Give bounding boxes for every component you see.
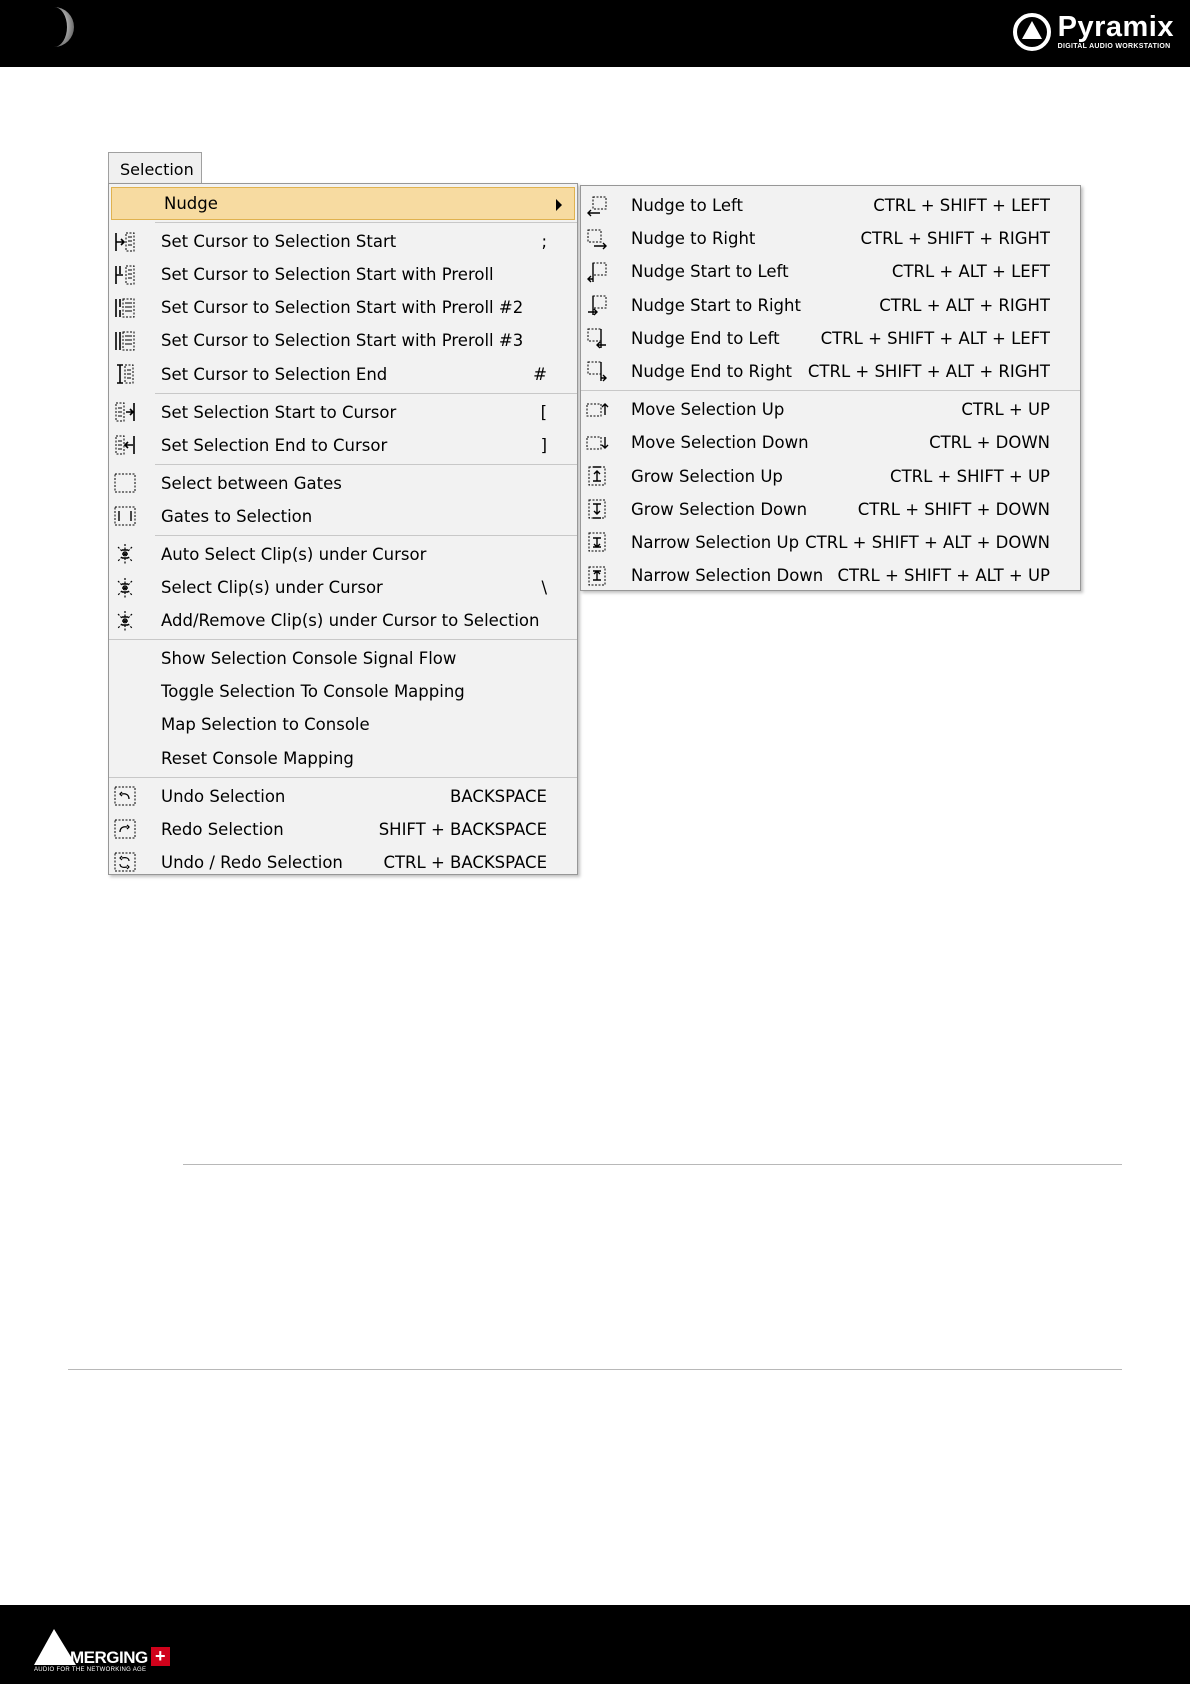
submenu-item-nudge-end-to-left[interactable] [581,322,1080,355]
menu-item-label: Undo / Redo Selection [161,852,343,872]
menu-item-select-clip[interactable] [109,571,577,604]
submenu-item-move-selection-up[interactable] [581,393,1080,426]
menu-item-label: Auto Select Clip(s) under Cursor [161,544,427,564]
nudge-left-icon [584,193,610,218]
submenu-item-shortcut: CTRL + SHIFT + LEFT [873,196,1050,216]
menu-item-label: Redo Selection [161,819,284,839]
submenu-item-label: Nudge End to Right [631,362,793,382]
select-gates-icon [112,471,138,496]
submenu-item-narrow-selection-down[interactable] [581,559,1080,592]
menu-item-shortcut: [ [540,402,547,422]
merging-plus-icon: + [151,1647,170,1666]
pyramix-logo [1012,12,1174,54]
submenu-item-label: Move Selection Down [631,433,809,453]
submenu-item-label: Nudge to Left [631,196,743,216]
nudge-end-left-icon [584,326,610,351]
submenu-item-grow-selection-up[interactable] [581,460,1080,493]
divider-rule [183,1164,1122,1165]
submenu-item-shortcut: CTRL + SHIFT + ALT + RIGHT [807,362,1050,382]
menu-item-label: Map Selection to Console [161,715,370,735]
submenu-item-shortcut: CTRL + SHIFT + DOWN [857,499,1050,519]
menu-item-label: Set Cursor to Selection Start [161,232,397,252]
menu-item-label: Set Selection Start to Cursor [161,402,397,422]
move-selection-up-icon [584,397,610,422]
merging-brand-name: MERGING [70,1648,148,1667]
submenu-arrow-icon [556,199,562,211]
submenu-item-move-selection-down[interactable] [581,426,1080,459]
menu-item-label: Set Cursor to Selection End [161,364,388,384]
cursor-to-start-preroll-3-icon [112,328,138,353]
menu-item-set-selection-end-to-cursor[interactable] [109,429,577,462]
submenu-item-label: Nudge End to Left [631,328,780,348]
nudge-end-right-icon [584,359,610,384]
menu-item-label: Set Cursor to Selection Start with Preroll #3 [161,331,524,351]
menu-item-set-cursor-to-selection-start[interactable] [109,225,577,258]
submenu-separator [581,390,1080,391]
grow-selection-down-icon [584,497,610,522]
submenu-item-shortcut: CTRL + SHIFT + ALT + DOWN [805,532,1050,552]
menu-item-label: Set Selection End to Cursor [161,435,388,455]
menu-item-label: Select Clip(s) under Cursor [161,578,383,598]
menu-item-label: Reset Console Mapping [161,748,354,768]
narrow-selection-up-icon [584,530,610,555]
divider-rule [68,1369,1122,1370]
nudge-start-right-icon [584,293,610,318]
brand-name: Pyramix [1057,11,1174,43]
menu-item-redo-selection[interactable] [109,813,577,846]
menu-item-undo-redo-selection[interactable] [109,846,577,879]
auto-select-clip-icon [112,542,138,567]
menu-item-set-cursor-to-selection-end[interactable] [109,357,577,390]
submenu-item-nudge-end-to-right[interactable] [581,355,1080,388]
menu-item-label: Show Selection Console Signal Flow [161,649,457,669]
gates-to-selection-icon [112,504,138,529]
menu-item-set-cursor-to-selection-start-preroll-2[interactable] [109,291,577,324]
moon-icon [42,6,74,48]
cursor-to-end-icon [112,361,138,386]
menu-selection-label: Selection [120,159,194,179]
submenu-item-label: Grow Selection Down [631,499,808,519]
submenu-item-narrow-selection-up[interactable] [581,526,1080,559]
menu-item-label: Nudge [164,194,218,214]
submenu-item-shortcut: CTRL + ALT + RIGHT [879,295,1050,315]
submenu-item-label: Nudge Start to Right [631,295,801,315]
header-bar [0,0,1190,67]
menu-item-shortcut: # [533,364,547,384]
merging-logo [34,1628,170,1674]
cursor-to-start-preroll-icon [112,262,138,287]
cursor-to-start-preroll-2-icon [112,295,138,320]
menu-selection[interactable] [108,152,202,185]
select-clip-icon [112,575,138,600]
submenu-item-shortcut: CTRL + SHIFT + ALT + LEFT [820,328,1050,348]
nudge-right-icon [584,226,610,251]
menu-item-label: Gates to Selection [161,506,313,526]
submenu-item-nudge-to-left[interactable] [581,189,1080,222]
selection-dropdown-menu [108,183,578,875]
start-to-cursor-icon [112,400,138,425]
merging-tagline: AUDIO FOR THE NETWORKING AGE [34,1667,147,1673]
end-to-cursor-icon [112,433,138,458]
submenu-item-label: Move Selection Up [631,400,785,420]
submenu-item-label: Narrow Selection Down [631,566,824,586]
menu-item-nudge[interactable] [111,187,575,220]
footer-bar [0,1605,1190,1684]
cursor-to-start-icon [112,229,138,254]
submenu-item-shortcut: CTRL + DOWN [929,433,1050,453]
menu-item-label: Undo Selection [161,786,286,806]
submenu-item-shortcut: CTRL + SHIFT + RIGHT [860,229,1050,249]
menu-item-set-cursor-to-selection-start-preroll[interactable] [109,258,577,291]
submenu-item-label: Grow Selection Up [631,466,783,486]
menu-item-undo-selection[interactable] [109,780,577,813]
submenu-item-shortcut: CTRL + ALT + LEFT [891,262,1050,282]
menu-item-set-cursor-to-selection-start-preroll-3[interactable] [109,324,577,357]
menu-item-reset-console-mapping[interactable] [109,742,577,775]
submenu-item-nudge-to-right[interactable] [581,222,1080,255]
menu-separator [155,535,577,536]
undo-redo-selection-icon [112,850,138,875]
menu-item-show-console-signal-flow[interactable] [109,642,577,675]
redo-selection-icon [112,817,138,842]
move-selection-down-icon [584,430,610,455]
submenu-item-nudge-start-to-right[interactable] [581,289,1080,322]
menu-item-map-selection-to-console[interactable] [109,708,577,741]
menu-item-auto-select-clip[interactable] [109,538,577,571]
nudge-submenu [580,185,1081,591]
menu-separator [155,222,577,223]
menu-item-shortcut: CTRL + BACKSPACE [383,852,547,872]
pyramix-logo-icon [1012,12,1052,52]
menu-item-label: Add/Remove Clip(s) under Cursor to Selection [161,611,540,631]
submenu-item-nudge-start-to-left[interactable] [581,255,1080,288]
menu-item-shortcut: ] [540,435,547,455]
menu-item-set-selection-start-to-cursor[interactable] [109,396,577,429]
menu-item-shortcut: SHIFT + BACKSPACE [378,819,547,839]
narrow-selection-down-icon [584,563,610,588]
menu-item-label: Select between Gates [161,473,342,493]
submenu-item-label: Nudge to Right [631,229,756,249]
menu-separator [155,393,577,394]
add-remove-clip-icon [112,608,138,633]
menu-item-label: Set Cursor to Selection Start with Preroll #2 [161,298,524,318]
submenu-item-label: Nudge Start to Left [631,262,789,282]
menu-separator [109,777,577,778]
menu-item-label: Set Cursor to Selection Start with Preroll [161,265,494,285]
undo-selection-icon [112,784,138,809]
brand-subtitle: DIGITAL AUDIO WORKSTATION [1057,43,1171,50]
grow-selection-up-icon [584,464,610,489]
menu-item-toggle-console-mapping[interactable] [109,675,577,708]
submenu-item-shortcut: CTRL + SHIFT + ALT + UP [837,566,1050,586]
submenu-item-grow-selection-down[interactable] [581,493,1080,526]
submenu-item-shortcut: CTRL + SHIFT + UP [890,466,1050,486]
menu-item-shortcut: BACKSPACE [450,786,547,806]
menu-item-gates-to-selection[interactable] [109,500,577,533]
menu-item-shortcut: \ [541,578,547,598]
menu-item-shortcut: ; [541,232,547,252]
menu-separator [109,639,577,640]
submenu-item-shortcut: CTRL + UP [961,400,1050,420]
menu-separator [155,464,577,465]
submenu-item-label: Narrow Selection Up [631,532,800,552]
menu-item-add-remove-clip[interactable] [109,604,577,637]
menu-item-label: Toggle Selection To Console Mapping [161,682,465,702]
menu-item-select-between-gates[interactable] [109,467,577,500]
nudge-start-left-icon [584,259,610,284]
